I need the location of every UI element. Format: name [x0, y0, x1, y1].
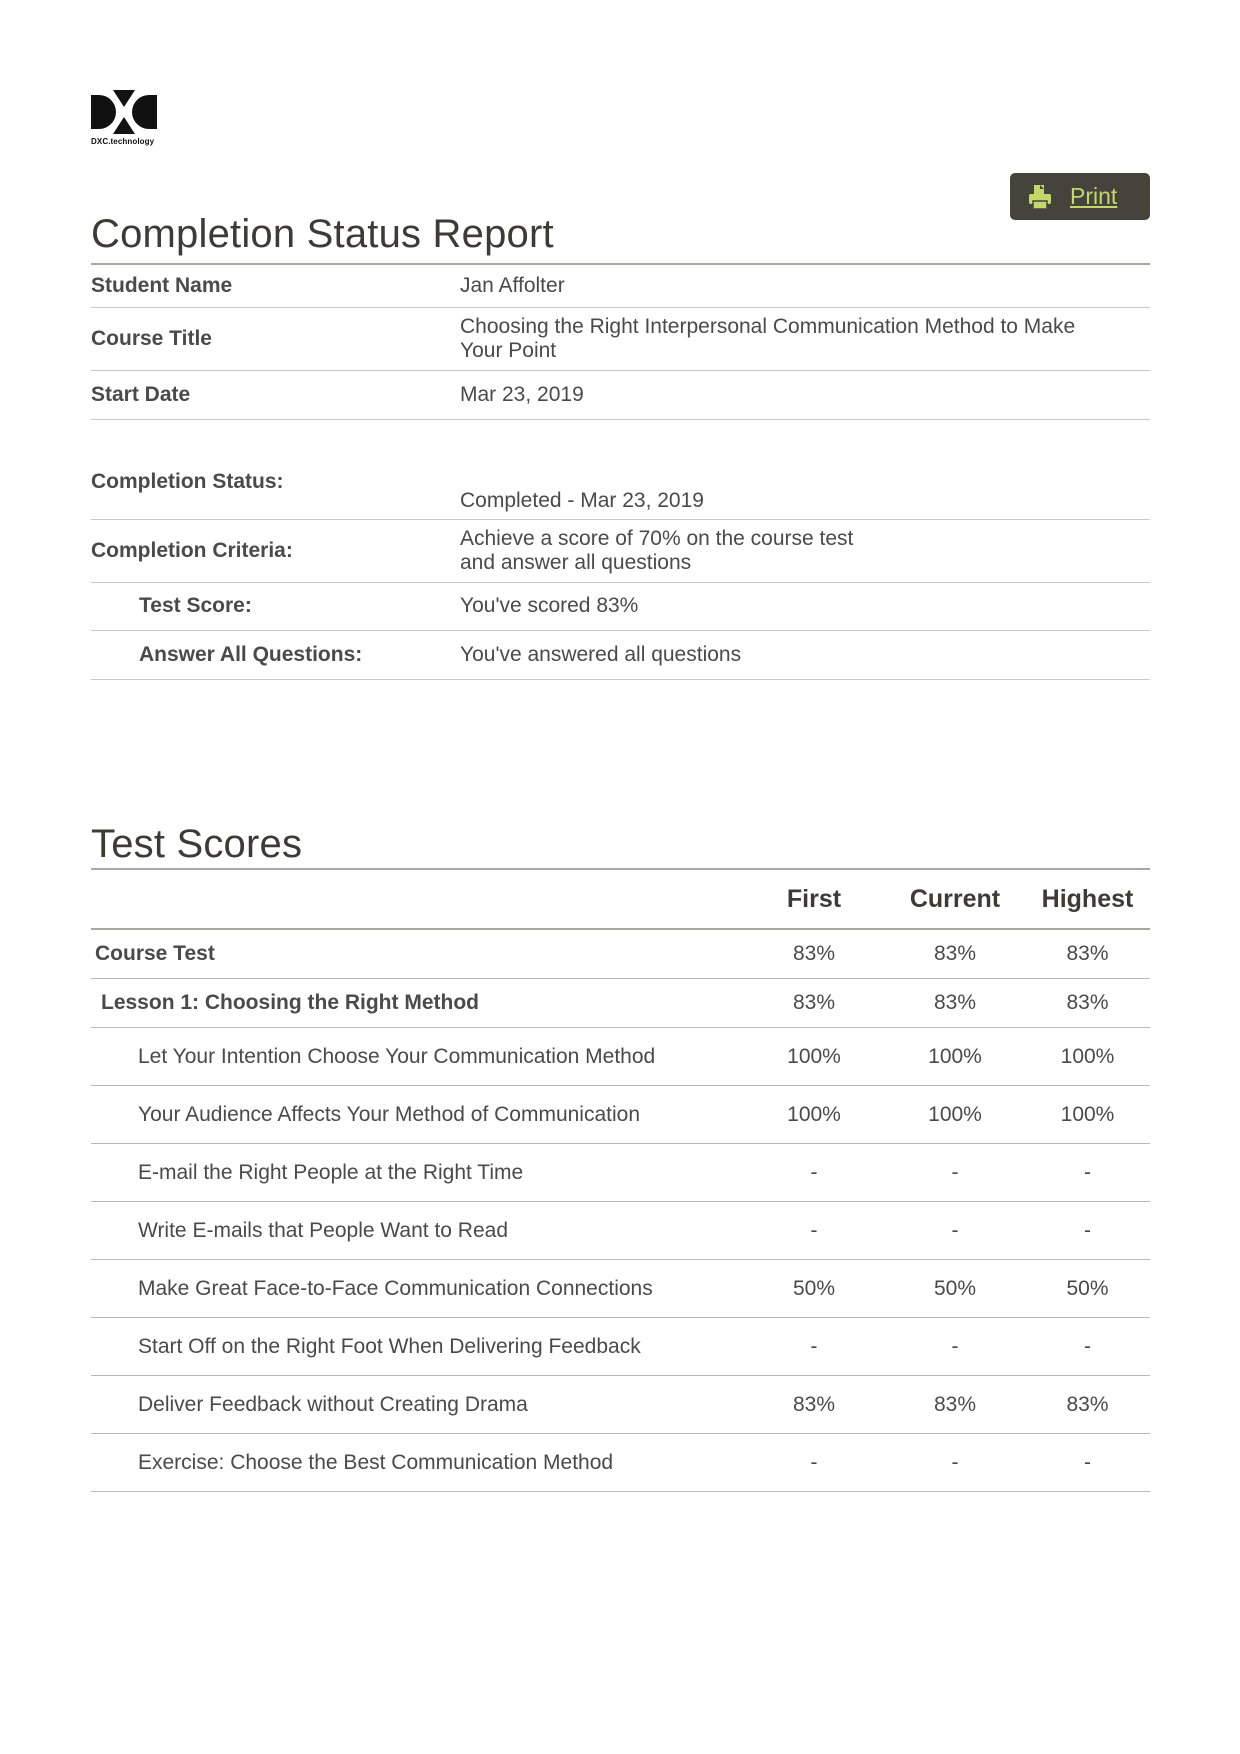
score-current: -	[885, 1318, 1025, 1376]
score-first: -	[743, 1144, 885, 1202]
score-first: 50%	[743, 1260, 885, 1318]
test-score-row	[91, 582, 1150, 630]
score-first: 100%	[743, 1086, 885, 1144]
test-score-label: Test Score:	[91, 582, 460, 630]
completion-criteria-label: Completion Criteria:	[91, 519, 460, 582]
logo-text: DXC.technology	[91, 137, 155, 146]
answer-all-label: Answer All Questions:	[91, 630, 460, 679]
score-first: 100%	[743, 1028, 885, 1086]
topic-name: Exercise: Choose the Best Communication Method	[91, 1434, 743, 1492]
completion-status-value: Completed - Mar 23, 2019	[460, 470, 1150, 519]
score-first: -	[743, 1434, 885, 1492]
topic-row	[91, 1260, 1150, 1318]
score-highest: -	[1025, 1318, 1150, 1376]
column-header-first: First	[743, 870, 885, 929]
test-scores-table	[91, 870, 1150, 1492]
column-header-current: Current	[885, 870, 1025, 929]
completion-status-label: Completion Status:	[91, 470, 460, 519]
topic-name: Start Off on the Right Foot When Delivering Feedback	[91, 1318, 743, 1376]
topic-name: Write E-mails that People Want to Read	[91, 1202, 743, 1260]
score-highest: -	[1025, 1144, 1150, 1202]
test-scores-title: Test Scores	[91, 822, 303, 866]
course-test-name: Course Test	[91, 929, 743, 979]
criteria-line-1: Achieve a score of 70% on the course test	[460, 526, 854, 550]
score-current: 83%	[885, 1376, 1025, 1434]
score-highest: 83%	[1025, 929, 1150, 979]
detail-row	[91, 370, 1150, 419]
score-highest: 83%	[1025, 979, 1150, 1028]
detail-row	[91, 307, 1150, 370]
score-current: -	[885, 1144, 1025, 1202]
topic-row	[91, 1028, 1150, 1086]
start-date-label: Start Date	[91, 370, 460, 419]
completion-criteria-value	[460, 519, 1150, 582]
score-current: 83%	[885, 979, 1025, 1028]
score-highest: 100%	[1025, 1086, 1150, 1144]
test-score-value: You've scored 83%	[460, 582, 1150, 630]
criteria-line-2: and answer all questions	[460, 550, 692, 574]
score-highest: -	[1025, 1434, 1150, 1492]
student-name-value: Jan Affolter	[460, 265, 1150, 307]
completion-status-row	[91, 470, 1150, 519]
score-highest: -	[1025, 1202, 1150, 1260]
column-header-highest: Highest	[1025, 870, 1150, 929]
lesson-row	[91, 979, 1150, 1028]
student-name-label: Student Name	[91, 265, 460, 307]
score-first: 83%	[743, 1376, 885, 1434]
score-first: 83%	[743, 929, 885, 979]
completion-table	[91, 470, 1150, 680]
score-current: 83%	[885, 929, 1025, 979]
score-current: -	[885, 1202, 1025, 1260]
detail-row	[91, 265, 1150, 307]
score-current: -	[885, 1434, 1025, 1492]
topic-row	[91, 1434, 1150, 1492]
table-header-row	[91, 870, 1150, 929]
company-logo	[91, 90, 161, 146]
score-current: 100%	[885, 1086, 1025, 1144]
score-highest: 83%	[1025, 1376, 1150, 1434]
print-button[interactable]	[1010, 173, 1150, 220]
topic-row	[91, 1086, 1150, 1144]
score-first: 83%	[743, 979, 885, 1028]
score-highest: 100%	[1025, 1028, 1150, 1086]
topic-name: Let Your Intention Choose Your Communication Method	[91, 1028, 743, 1086]
topic-row	[91, 1144, 1150, 1202]
dxc-logo-icon	[91, 90, 157, 134]
start-date-value: Mar 23, 2019	[460, 370, 1150, 419]
topic-name: Deliver Feedback without Creating Drama	[91, 1376, 743, 1434]
topic-name: Make Great Face-to-Face Communication Connections	[91, 1260, 743, 1318]
column-header-name	[91, 870, 743, 929]
printer-icon	[1028, 184, 1052, 210]
report-title: Completion Status Report	[91, 212, 554, 256]
completion-criteria-row	[91, 519, 1150, 582]
topic-name: E-mail the Right People at the Right Time	[91, 1144, 743, 1202]
course-test-row	[91, 929, 1150, 979]
topic-row	[91, 1318, 1150, 1376]
answer-all-value: You've answered all questions	[460, 630, 1150, 679]
student-details-table	[91, 265, 1150, 420]
lesson-name: Lesson 1: Choosing the Right Method	[91, 979, 743, 1028]
print-label[interactable]: Print	[1070, 183, 1118, 209]
score-first: -	[743, 1318, 885, 1376]
topic-name: Your Audience Affects Your Method of Communication	[91, 1086, 743, 1144]
topic-row	[91, 1202, 1150, 1260]
course-title-label: Course Title	[91, 307, 460, 370]
answer-all-row	[91, 630, 1150, 679]
score-first: -	[743, 1202, 885, 1260]
score-current: 50%	[885, 1260, 1025, 1318]
score-current: 100%	[885, 1028, 1025, 1086]
course-title-value: Choosing the Right Interpersonal Communication Method to Make Your Point	[460, 307, 1150, 370]
score-highest: 50%	[1025, 1260, 1150, 1318]
topic-row	[91, 1376, 1150, 1434]
